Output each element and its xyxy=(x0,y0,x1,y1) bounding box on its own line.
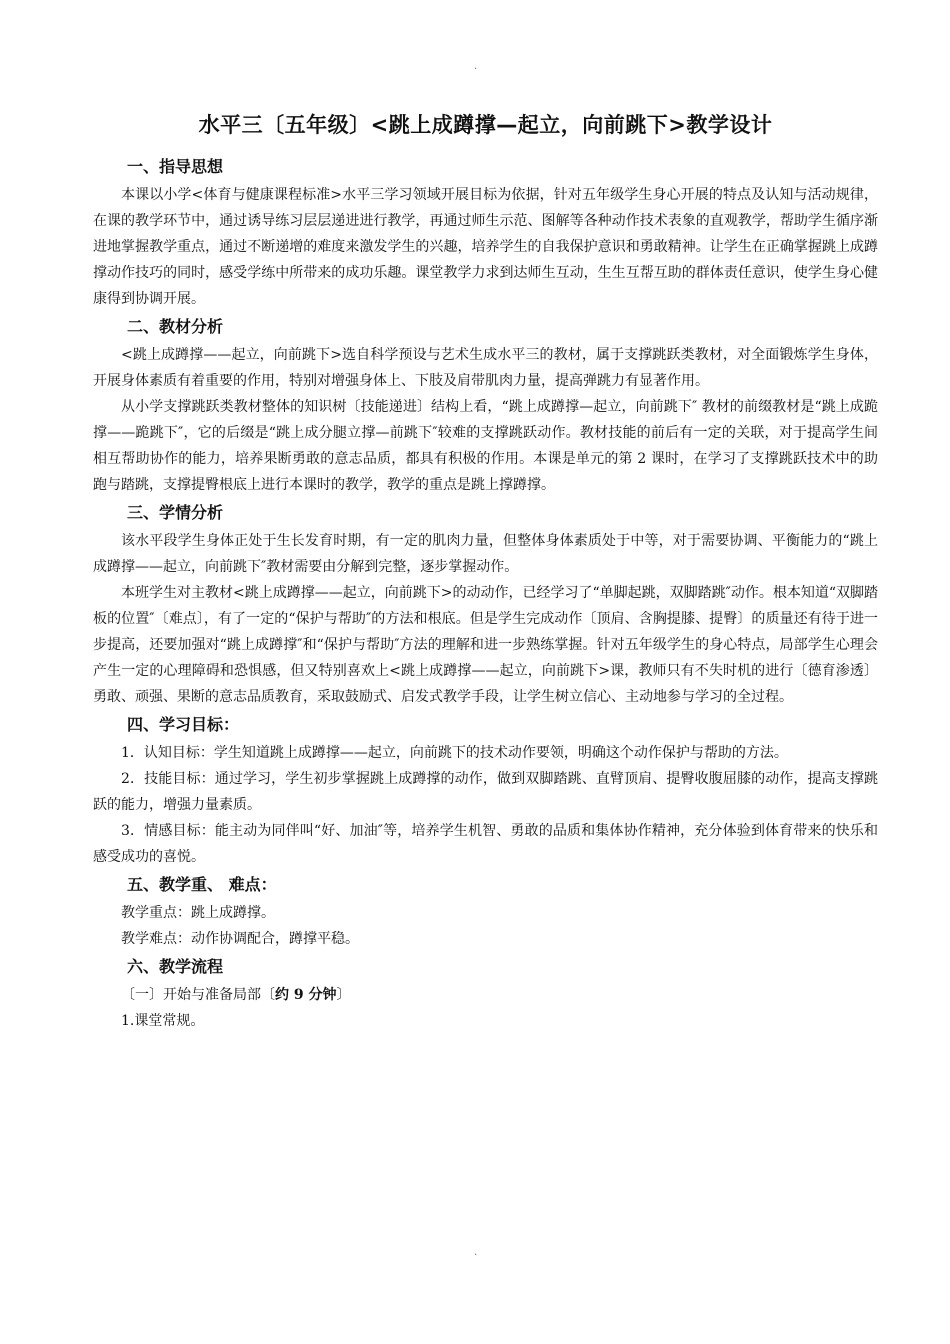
bottom-dot: . xyxy=(474,1247,478,1258)
process-item-1: 1.课堂常规。 xyxy=(121,1013,205,1029)
student-analysis-paragraph-1: 该水平段学生身体正处于生长发育时期，有一定的肌肉力量，但整体身体素质处于中等，对于需要协调、平衡能力的“跳上成蹲撑——起立，向前跳下″教材需要由分解到完整，逐步掌握动作。 xyxy=(93,533,878,575)
objective-affective: 3．情感目标：能主动为同伴叫“好、加油″等，培养学生机智、勇敢的品质和集体协作精神，充分体验到体育带来的快乐和感受成功的喜悦。 xyxy=(93,823,878,865)
top-dot: . xyxy=(474,61,478,72)
material-analysis-paragraph-1: <跳上成蹲撑——起立，向前跳下>选自科学预设与艺术生成水平三的教材，属于支撑跳跃类教材，对全面锻炼学生身体，开展身体素质有着重要的作用，特别对增强身体上、下肢及肩带肌肉力量，提高弹跳力有显著作用。 xyxy=(93,347,878,389)
process-duration: 约 9 分钟 xyxy=(275,987,337,1003)
objective-skill: 2．技能目标：通过学习，学生初步掌握跳上成蹲撑的动作，做到双脚踏跳、直臂顶肩、提臀收腹屈膝的动作，提高支撑跳跃的能力，增强力量素质。 xyxy=(93,771,878,813)
process-subheading-suffix: 〕 xyxy=(336,987,351,1003)
section-heading-guiding-ideology: 一、指导思想 xyxy=(127,157,224,176)
section-heading-teaching-process: 六、教学流程 xyxy=(127,957,224,976)
material-analysis-paragraph-2: 从小学支撑跳跃类教材整体的知识树〔技能递进〕结构上看，“跳上成蹲撑—起立，向前跳下″ 教材的前缀教材是“跳上成跪撑——跪跳下″，它的后缀是“跳上成分腿立撑—前跳下″较难的支撑跳跃动作。教材技能的前后有一定的关联，对于提高学生间相互帮助协作的能力，培养果断勇敢的意志品质，都具有积极的作用。本课是单元的第 2 课时，在学习了支撑跳跃技术中的助跑与踏跳，支撑提臀根底上进行本课时的教学，教学的重点是跳上撑蹲撑。 xyxy=(93,399,878,493)
student-analysis-paragraph-2: 本班学生对主教材<跳上成蹲撑——起立，向前跳下>的动动作，已经学习了“单脚起跳，双脚踏跳″动作。根本知道“双脚踏板的位置″〔难点〕，有了一定的“保护与帮助″的方法和根底。但是学生完成动作〔顶肩、含胸提膝、提臀〕的质量还有待于进一步提高，还要加强对“跳上成蹲撑″和“保护与帮助″方法的理解和进一步熟练掌握。针对五年级学生的身心特点，局部学生心理会产生一定的心理障碍和恐惧感，但又特别喜欢上<跳上成蹲撑——起立，向前跳下>课，教师只有不失时机的进行〔德育渗透〕勇敢、顽强、果断的意志品质教育，采取鼓励式、启发式教学手段，让学生树立信心、主动地参与学习的全过程。 xyxy=(93,585,879,705)
process-subheading xyxy=(93,982,878,1008)
objective-cognitive: 1．认知目标：学生知道跳上成蹲撑——起立，向前跳下的技术动作要领，明确这个动作保护与帮助的方法。 xyxy=(121,745,788,761)
process-subheading-prefix: 〔一〕开始与准备局部〔 xyxy=(121,987,275,1003)
document-page xyxy=(93,110,878,1034)
difficult-point: 教学难点：动作协调配合，蹲撑平稳。 xyxy=(121,931,359,947)
document-title: 水平三〔五年级〕<跳上成蹲撑—起立，向前跳下>教学设计 xyxy=(198,113,773,137)
section-heading-key-points: 五、教学重、 难点： xyxy=(127,875,277,894)
key-point: 教学重点：跳上成蹲撑。 xyxy=(121,905,275,921)
guiding-ideology-paragraph: 本课以小学<体育与健康课程标准>水平三学习领域开展目标为依据，针对五年级学生身心开展的特点及认知与活动规律，在课的教学环节中，通过诱导练习层层递进进行教学，再通过师生示范、图解等各种动作技术表象的直观教学，帮助学生循序渐进地掌握教学重点，通过不断递增的难度来激发学生的兴趣，培养学生的自我保护意识和勇敢精神。让学生在正确掌握跳上成蹲撑动作技巧的同时，感受学练中所带来的成功乐趣。课堂教学力求到达师生互动，生生互帮互助的群体责任意识，使学生身心健康得到协调开展。 xyxy=(93,187,878,307)
section-heading-student-analysis: 三、学情分析 xyxy=(127,503,224,522)
section-heading-material-analysis: 二、教材分析 xyxy=(127,317,224,336)
section-heading-learning-objectives: 四、学习目标： xyxy=(127,715,240,734)
